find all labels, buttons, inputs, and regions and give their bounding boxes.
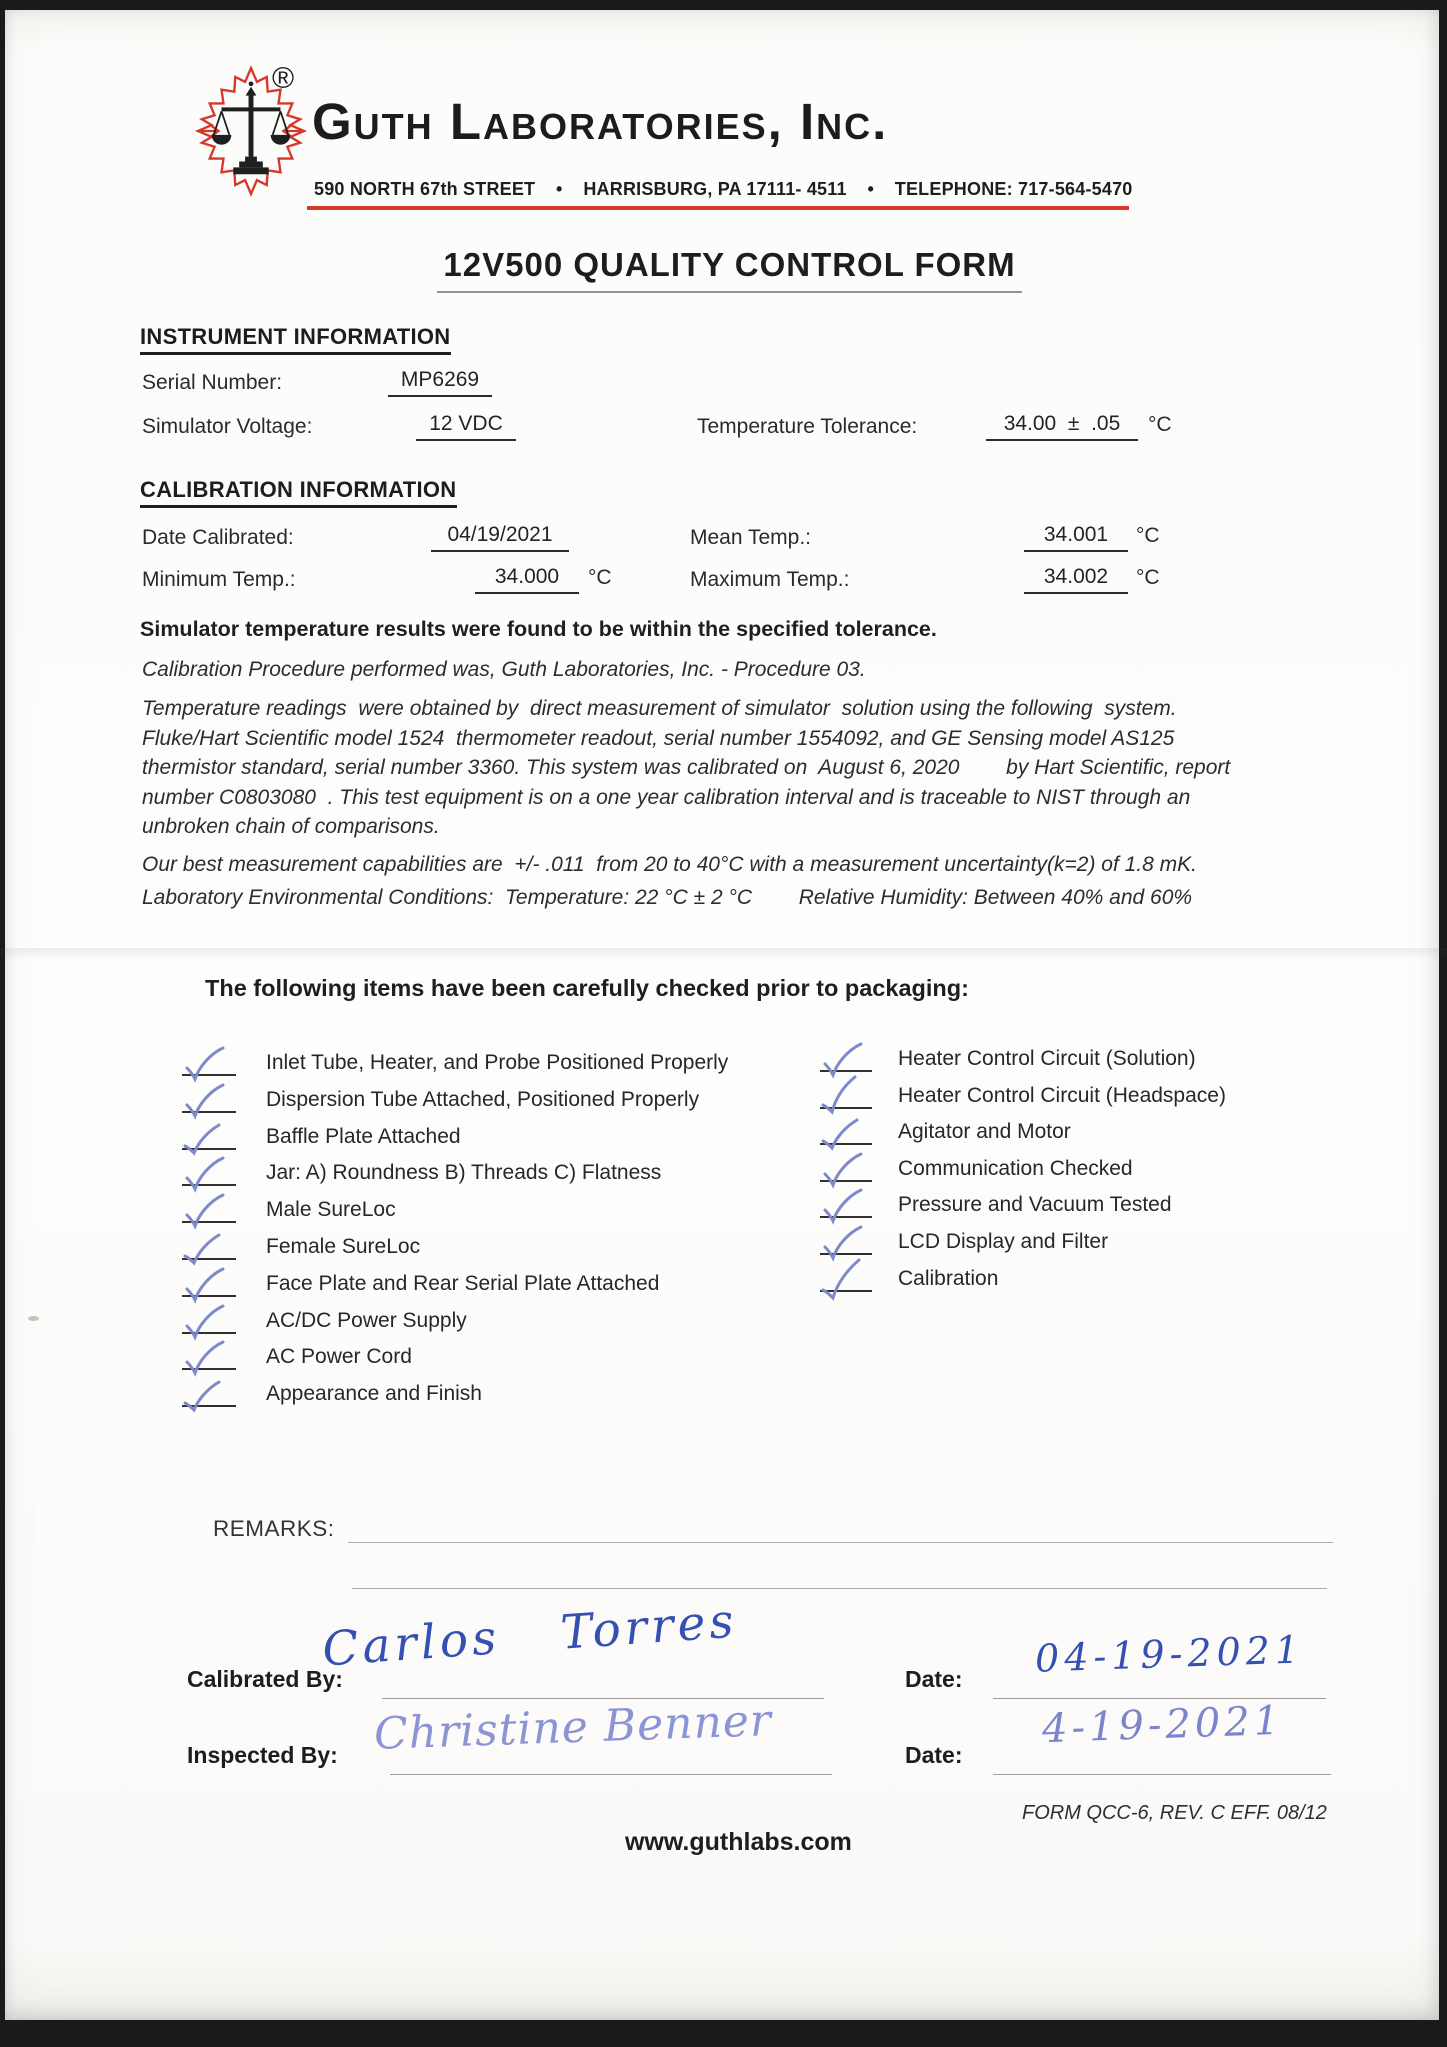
serial-number-label: Serial Number:: [142, 371, 283, 394]
checkmark-icon: [182, 1078, 236, 1113]
registered-trademark: ®: [272, 62, 295, 95]
simulator-voltage-value: 12 VDC: [416, 412, 516, 441]
capabilities-statement: Our best measurement capabilities are +/- .011 from 20 to 40°C with a measurement uncertainty(k=2) of 1.8 mK.: [142, 853, 1197, 876]
checklist-item-label: Pressure and Vacuum Tested: [898, 1193, 1172, 1216]
checkmark-icon: [820, 1074, 872, 1109]
checklist-item: [182, 1042, 728, 1076]
system-description-line: thermistor standard, serial number 3360. This system was calibrated on August 6, 2020 by Hart Scientific, report: [142, 756, 1231, 779]
checklist-item-label: Female SureLoc: [266, 1235, 421, 1258]
checkmark-icon: [820, 1147, 872, 1182]
checklist-item: [820, 1184, 1172, 1218]
checklist-item-label: Calibration: [898, 1267, 999, 1290]
instrument-info-heading: INSTRUMENT INFORMATION: [140, 324, 451, 355]
minimum-temp-value: 34.000: [475, 565, 579, 594]
calibrated-by-signature: Carlos Torres: [320, 1593, 740, 1678]
checklist-item: [182, 1079, 699, 1113]
scan-speck: [28, 1316, 39, 1321]
calibrated-by-label: Calibrated By:: [187, 1666, 343, 1692]
inspected-date-value: 4-19-2021: [1041, 1697, 1284, 1753]
checkmark-icon: [182, 1299, 236, 1334]
system-description-line: Temperature readings were obtained by direct measurement of simulator solution using the following system.: [142, 697, 1177, 720]
mean-temp-label: Mean Temp.:: [690, 526, 812, 549]
header-divider: [307, 206, 1129, 210]
scan-seam: [0, 948, 1447, 960]
checkmark-icon: [820, 1183, 872, 1218]
procedure-statement: Calibration Procedure performed was, Guth Laboratories, Inc. - Procedure 03.: [142, 658, 866, 681]
checklist-item-label: LCD Display and Filter: [898, 1230, 1109, 1253]
checklist-item: [182, 1226, 420, 1260]
temperature-tolerance-label: Temperature Tolerance:: [697, 415, 918, 438]
checkmark-icon: [182, 1372, 236, 1407]
checkmark-icon: [182, 1225, 236, 1260]
checklist-heading: The following items have been carefully checked prior to packaging:: [205, 975, 969, 1001]
checklist-item-label: Face Plate and Rear Serial Plate Attached: [266, 1272, 660, 1295]
checklist-item: [182, 1373, 482, 1407]
checkmark-icon: [182, 1115, 236, 1150]
footer-website: www.guthlabs.com: [625, 1828, 852, 1856]
minimum-temp-unit: °C: [588, 566, 612, 589]
checklist-item-label: Jar: A) Roundness B) Threads C) Flatness: [266, 1161, 662, 1184]
simulator-voltage-label: Simulator Voltage:: [142, 415, 313, 438]
calibrated-date-label: Date:: [905, 1666, 963, 1692]
inspected-date-label: Date:: [905, 1742, 963, 1768]
checklist-item: [820, 1111, 1071, 1145]
checkmark-icon: [820, 1220, 872, 1255]
checklist-item: [820, 1038, 1196, 1072]
serial-number-value: MP6269: [388, 368, 492, 397]
checklist-item-label: Heater Control Circuit (Solution): [898, 1047, 1196, 1070]
checklist-item-label: AC Power Cord: [266, 1345, 412, 1368]
remarks-line: [348, 1542, 1333, 1543]
checkmark-icon: [820, 1037, 872, 1072]
checklist-item: [820, 1258, 998, 1292]
system-description: [142, 694, 1230, 842]
company-address: 590 NORTH 67th STREET • HARRISBURG, PA 17111- 4511 • TELEPHONE: 717-564-5470: [314, 179, 1133, 199]
date-calibrated-label: Date Calibrated:: [142, 526, 294, 549]
checklist-item-label: Appearance and Finish: [266, 1382, 482, 1405]
checklist-item-label: AC/DC Power Supply: [266, 1309, 467, 1332]
system-description-line: unbroken chain of comparisons.: [142, 815, 440, 838]
checkmark-icon: [182, 1262, 236, 1297]
checklist-item-label: Dispersion Tube Attached, Positioned Properly: [266, 1088, 700, 1111]
checklist-item: [182, 1189, 396, 1223]
checklist-item: [182, 1116, 461, 1150]
checkmark-icon: [182, 1188, 236, 1223]
footer-form-number: FORM QCC-6, REV. C EFF. 08/12: [1022, 1802, 1327, 1824]
checklist-item: [182, 1300, 467, 1334]
date-calibrated-value: 04/19/2021: [431, 523, 569, 552]
maximum-temp-label: Maximum Temp.:: [690, 568, 850, 591]
page-title: 12V500 QUALITY CONTROL FORM: [437, 246, 1022, 293]
system-description-line: number C0803080 . This test equipment is on a one year calibration interval and is traceable to NIST through an: [142, 785, 1191, 809]
maximum-temp-value: 34.002: [1024, 565, 1128, 594]
checklist-item: [182, 1152, 661, 1186]
remarks-line: [352, 1588, 1327, 1589]
checklist-item-label: Communication Checked: [898, 1157, 1133, 1180]
system-description-line: Fluke/Hart Scientific model 1524 thermometer readout, serial number 1554092, and GE Sensing model AS125: [142, 726, 1175, 750]
calibration-info-heading: CALIBRATION INFORMATION: [140, 477, 457, 508]
environment-statement: Laboratory Environmental Conditions: Temperature: 22 °C ± 2 °C Relative Humidity: Between 40% and 60%: [142, 886, 1193, 909]
checkmark-icon: [182, 1041, 236, 1076]
company-name: Guth Laboratories, Inc.: [312, 93, 889, 150]
remarks-label: REMARKS:: [213, 1516, 335, 1541]
checklist-item-label: Inlet Tube, Heater, and Probe Positioned Properly: [266, 1051, 729, 1074]
inspected-by-signature: Christine Benner: [373, 1695, 773, 1760]
inspected-date-line: [993, 1774, 1331, 1775]
maximum-temp-unit: °C: [1136, 566, 1160, 589]
checkmark-icon: [820, 1257, 872, 1292]
calibrated-date-value: 04-19-2021: [1034, 1627, 1305, 1681]
temperature-tolerance-unit: °C: [1148, 413, 1172, 436]
checklist-item: [820, 1148, 1133, 1182]
checkmark-icon: [820, 1110, 872, 1145]
inspected-by-label: Inspected By:: [187, 1742, 338, 1768]
inspected-by-signature-line: [390, 1774, 832, 1775]
checklist-item: [820, 1075, 1226, 1109]
checklist-item-label: Agitator and Motor: [898, 1120, 1071, 1143]
checklist-item-label: Heater Control Circuit (Headspace): [898, 1084, 1226, 1107]
checkmark-icon: [182, 1151, 236, 1186]
mean-temp-value: 34.001: [1024, 523, 1128, 552]
checklist-item: [182, 1263, 659, 1297]
checklist-item-label: Baffle Plate Attached: [266, 1125, 461, 1148]
mean-temp-unit: °C: [1136, 524, 1160, 547]
checklist-item: [182, 1336, 412, 1370]
checkmark-icon: [182, 1335, 236, 1370]
temperature-tolerance-value: 34.00 ± .05: [986, 412, 1138, 441]
checklist-item-label: Male SureLoc: [266, 1198, 396, 1221]
minimum-temp-label: Minimum Temp.:: [142, 568, 296, 591]
tolerance-result-statement: Simulator temperature results were found to be within the specified tolerance.: [140, 617, 937, 641]
checklist-item: [820, 1221, 1108, 1255]
